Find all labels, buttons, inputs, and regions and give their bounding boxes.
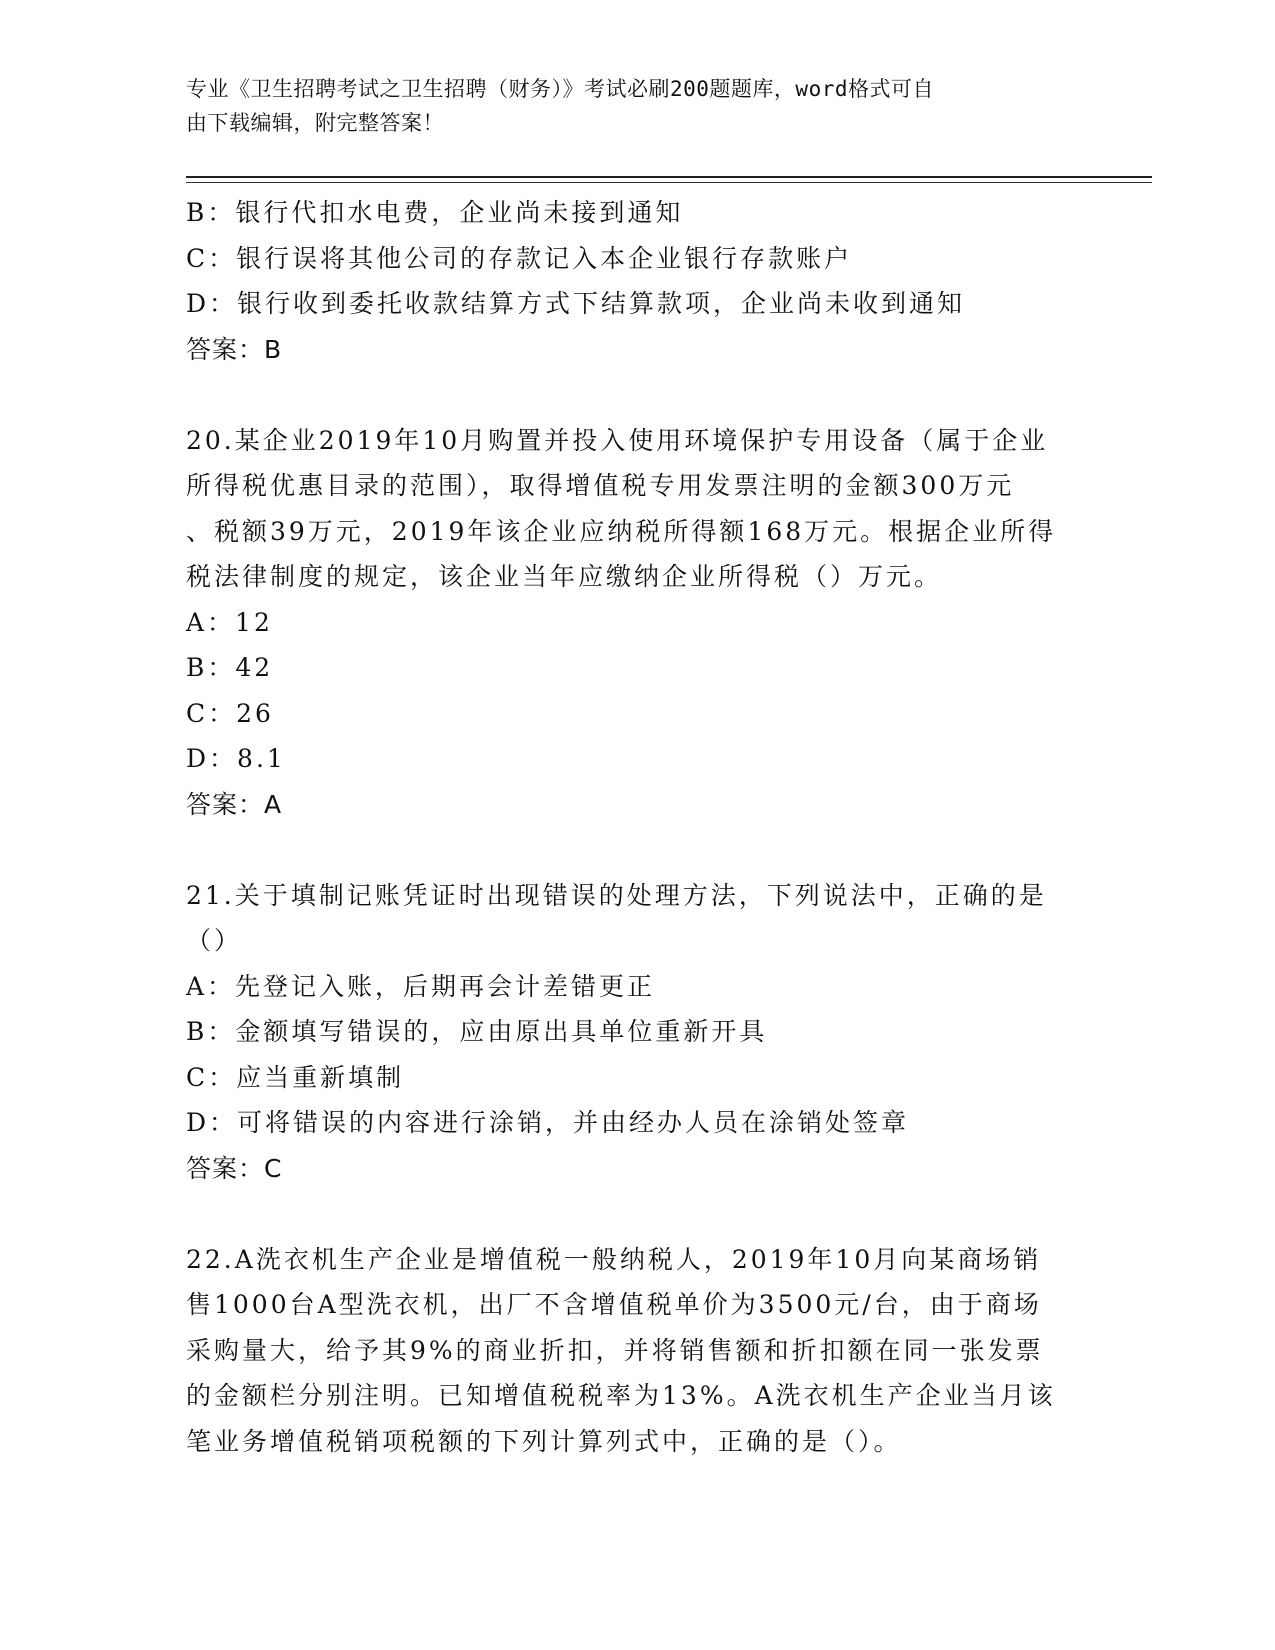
question-20 — [186, 418, 1086, 828]
question-stem-line: 税法律制度的规定，该企业当年应缴纳企业所得税（）万元。 — [186, 562, 943, 591]
spacer — [186, 1191, 1086, 1237]
document-header — [186, 72, 1066, 140]
header-line-2: 由下载编辑，附完整答案！ — [186, 111, 444, 135]
prev-question-block — [186, 190, 1086, 372]
question-content — [186, 190, 1086, 1464]
option-b: B：银行代扣水电费，企业尚未接到通知 — [186, 198, 684, 227]
header-divider-thin — [186, 182, 1152, 183]
option-a: A：12 — [186, 607, 273, 637]
option-d: D：银行收到委托收款结算方式下结算款项，企业尚未收到通知 — [186, 289, 966, 318]
question-stem-line: 采购量大，给予其9%的商业折扣，并将销售额和折扣额在同一张发票 — [186, 1335, 1044, 1365]
option-d: D：可将错误的内容进行涂销，并由经办人员在涂销处签章 — [186, 1108, 910, 1137]
option-d: D：8.1 — [186, 744, 286, 773]
question-stem-line: 21.关于填制记账凭证时出现错误的处理方法，下列说法中，正确的是 — [186, 880, 1047, 910]
question-stem-line: 20.某企业2019年10月购置并投入使用环境保护专用设备（属于企业 — [186, 425, 1049, 455]
question-21 — [186, 873, 1086, 1192]
question-stem-line: 的金额栏分别注明。已知增值税税率为13%。A洗衣机生产企业当月该 — [186, 1381, 1056, 1410]
option-b: B：42 — [186, 653, 274, 682]
question-22 — [186, 1237, 1086, 1465]
question-stem-line: 22.A洗衣机生产企业是增值税一般纳税人，2019年10月向某商场销 — [186, 1244, 1042, 1274]
question-stem-line: 笔业务增值税销项税额的下列计算列式中，正确的是（）。 — [186, 1426, 902, 1456]
question-stem-line: 售1000台A型洗衣机，出厂不含增值税单价为3500元/台，由于商场 — [186, 1290, 1042, 1319]
option-c: C：应当重新填制 — [186, 1062, 405, 1092]
answer-line: 答案：B — [186, 334, 283, 364]
spacer — [186, 372, 1086, 418]
option-a: A：先登记入账，后期再会计差错更正 — [186, 971, 656, 1001]
question-stem-line: 、税额39万元，2019年该企业应纳税所得额168万元。根据企业所得 — [186, 516, 1057, 546]
option-c: C：26 — [186, 698, 274, 728]
option-c: C：银行误将其他公司的存款记入本企业银行存款账户 — [186, 243, 853, 273]
option-b: B：金额填写错误的，应由原出具单位重新开具 — [186, 1017, 768, 1046]
spacer — [186, 827, 1086, 873]
question-stem-line: 所得税优惠目录的范围），取得增值税专用发票注明的金额300万元 — [186, 471, 1015, 500]
header-line-1: 专业《卫生招聘考试之卫生招聘（财务）》考试必刷200题题库，word格式可自 — [186, 77, 934, 101]
answer-line: 答案：A — [186, 789, 283, 819]
answer-line: 答案：C — [186, 1153, 283, 1183]
question-stem-line: （） — [186, 926, 243, 955]
header-divider-thick — [186, 176, 1152, 178]
